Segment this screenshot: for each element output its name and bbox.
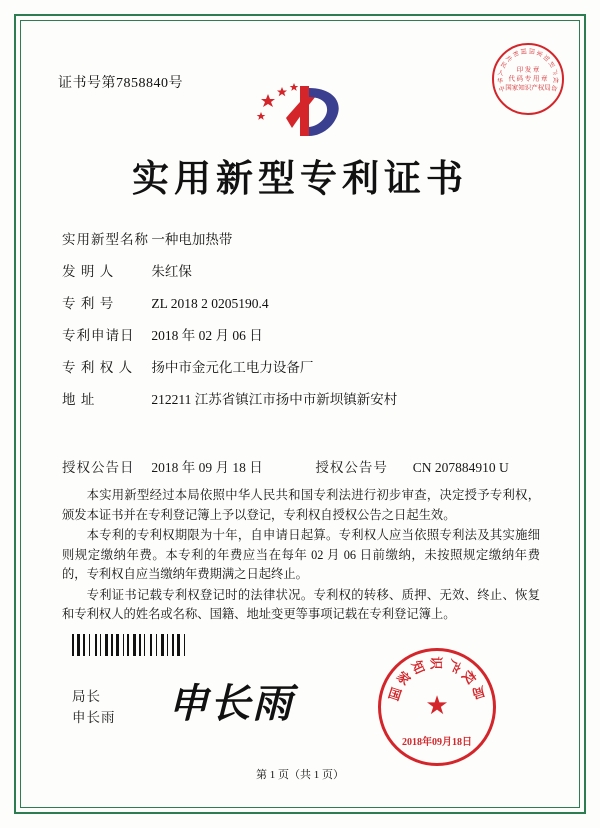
director-title-label: 局长 [72, 689, 101, 704]
grant-number-group [315, 460, 508, 475]
top-seal-line-3: 国家知识产权局 [505, 84, 551, 92]
seal-date: 2018年09月18日 [402, 737, 472, 748]
director-name-label: 申长雨 [72, 710, 116, 725]
barcode [72, 634, 232, 656]
official-seal [378, 648, 496, 766]
field-value: ZL 2018 2 0205190.4 [151, 296, 269, 311]
grant-date-label: 授权公告日 [62, 460, 135, 475]
field-value: 212211 江苏省镇江市扬中市新坝镇新安村 [151, 392, 398, 407]
field-label: 专利申请日 [62, 328, 135, 343]
top-seal-center-text [501, 66, 555, 93]
top-right-seal [492, 43, 564, 115]
grant-info-row [62, 456, 554, 476]
paragraph: 本专利的专利权期限为十年，自申请日起算。专利权人应当依照专利法及其实施细则规定缴纳年费。本专利的年费应当在每年 02 月 06 日前缴纳，未按照规定缴纳年费的，专利权自应当缴纳年费期满之日起终止。 [62, 528, 540, 581]
field-label: 专 利 号 [62, 296, 115, 311]
seal-star-icon: ★ [425, 691, 449, 720]
signature-labels [72, 686, 116, 728]
field-row [62, 292, 542, 324]
fields-list [62, 228, 542, 420]
top-seal-line-1: 印 发 章 [516, 66, 540, 74]
paragraph: 本实用新型经过本局依照中华人民共和国专利法进行初步审查，决定授予专利权，颁发本证书并在专利登记簿上予以登记，专利权自授权公告之日起生效。 [62, 488, 540, 522]
body-paragraphs [62, 486, 540, 626]
page-footer: 第 1 页（共 1 页） [256, 769, 344, 781]
official-seal-ring-text: 国 家 知 识 产 权 局 [386, 656, 488, 704]
grant-number-label: 授权公告号 [315, 460, 388, 475]
grant-number-value: CN 207884910 U [412, 460, 509, 475]
handwritten-signature: 申长雨 [168, 681, 294, 726]
field-row [62, 260, 542, 292]
top-seal-ring-text: 中 华 人 民 共 和 国 国 家 知 识 产 权 局 [496, 47, 560, 94]
field-row [62, 388, 542, 420]
paragraph: 专利证书记载专利权登记时的法律状况。专利权的转移、质押、无效、终止、恢复和专利权人的姓名或名称、国籍、地址变更等事项记载在专利登记簿上。 [62, 587, 540, 621]
field-value: 2018 年 02 月 06 日 [151, 328, 263, 343]
grant-date-value: 2018 年 09 月 18 日 [151, 460, 263, 475]
cnipa-logo-icon [256, 78, 348, 140]
field-row [62, 228, 542, 260]
page-title: 实用新型专利证书 [132, 159, 468, 200]
field-row [62, 324, 542, 356]
certificate-number: 证书号第7858840号 [58, 76, 183, 91]
field-label: 发 明 人 [62, 264, 115, 279]
field-label: 地 址 [62, 392, 96, 407]
top-seal-line-2: 代 码 专 用 章 [508, 75, 548, 83]
field-row [62, 356, 542, 388]
field-label: 实用新型名称 [62, 232, 149, 247]
grant-date-group [62, 456, 312, 476]
field-value: 朱红保 [151, 264, 192, 279]
field-label: 专 利 权 人 [62, 360, 134, 375]
field-value: 一种电加热带 [151, 232, 233, 247]
field-value: 扬中市金元化工电力设备厂 [151, 360, 314, 375]
